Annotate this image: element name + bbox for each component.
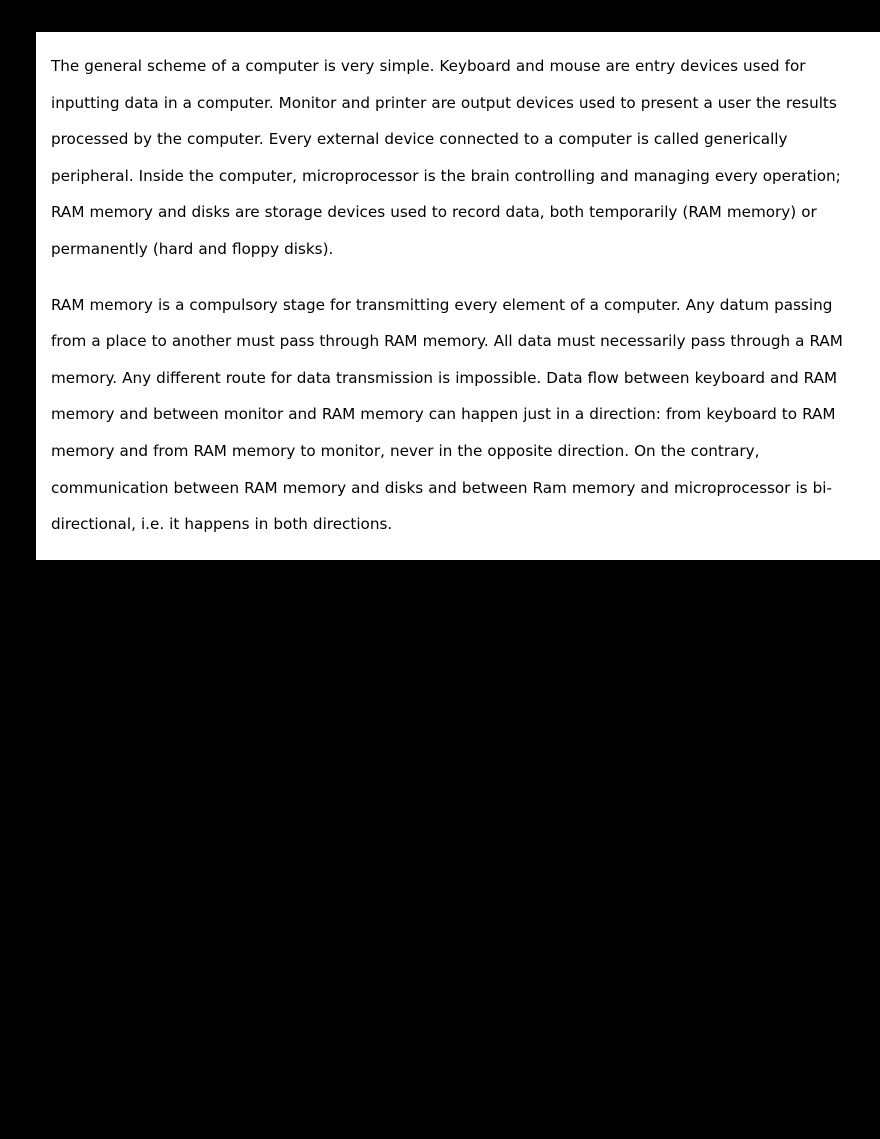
paragraph-2: RAM memory is a compulsory stage for transmitting every element of a computer. Any datum passing from a place to another must pass through RAM memory. All data must necessarily pass through a RAM memory. Any different route for data transmission is impossible. Data flow between keyboard and RAM memory and between monitor and RAM memory can happen just in a direction: from keyboard to RAM memory and from RAM memory to monitor, never in the opposite direction. On the contrary, communication between RAM memory and disks and between Ram memory and microprocessor is bi-directional, i.e. it happens in both directions. <box>51 295 843 534</box>
paragraph-1: The general scheme of a computer is very simple. Keyboard and mouse are entry devices used for inputting data in a computer. Monitor and printer are output devices used to present a user the results processed by the computer. Every external device connected to a computer is called generically peripheral. Inside the computer, microprocessor is the brain controlling and managing every operation; RAM memory and disks are storage devices used to record data, both temporarily (RAM memory) or permanently (hard and floppy disks). <box>51 57 841 258</box>
document-page <box>36 32 880 560</box>
